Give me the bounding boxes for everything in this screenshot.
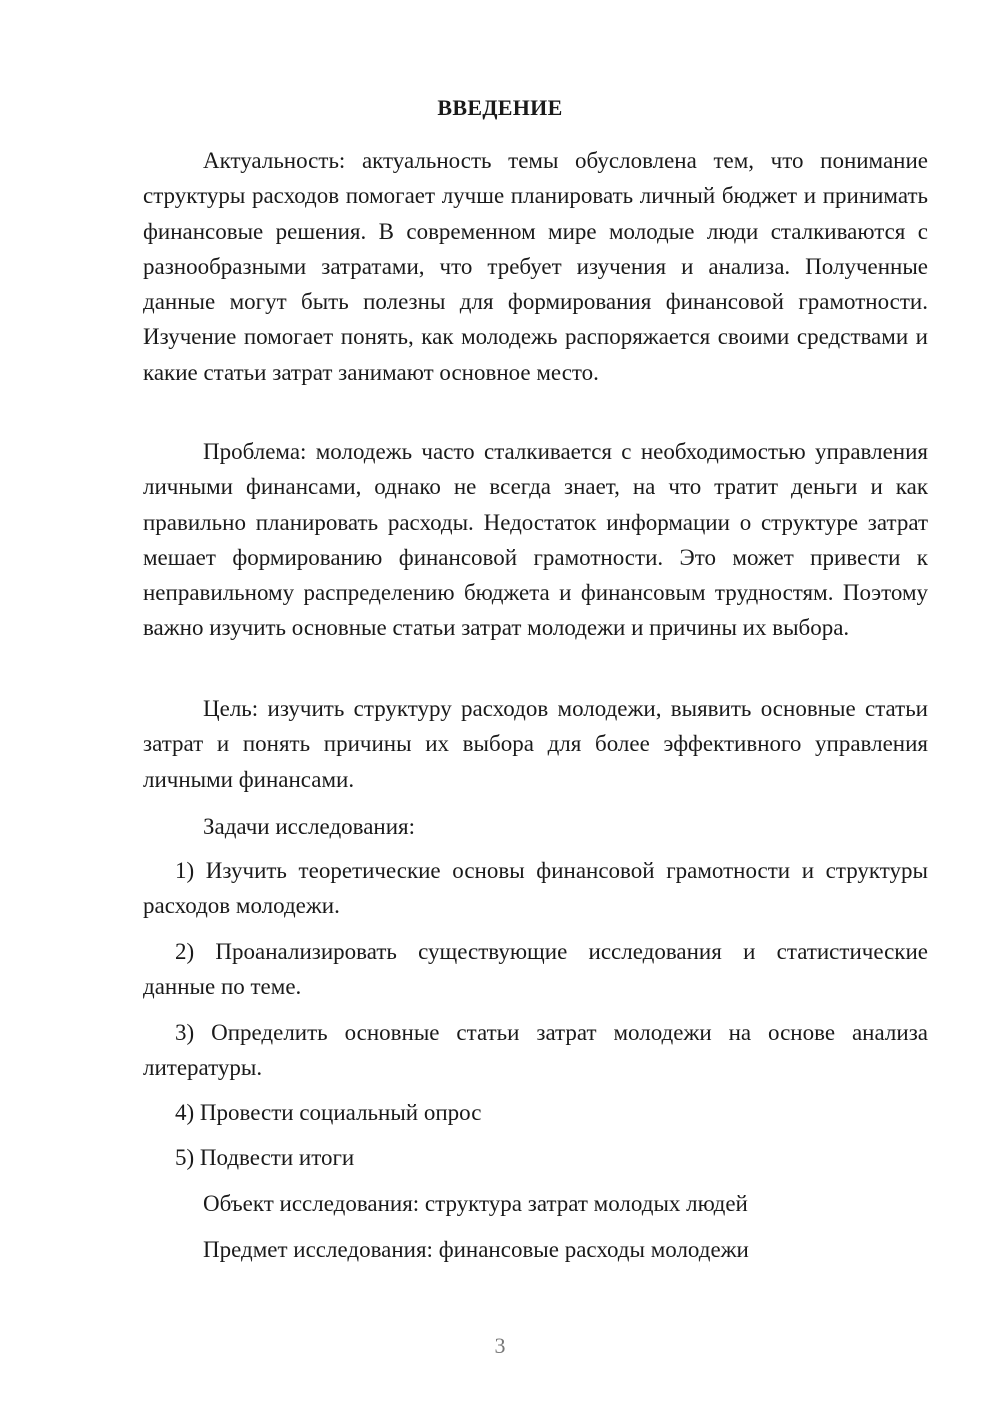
task-item-3: 3) Определить основные статьи затрат молодежи на основе анализа литературы. bbox=[143, 1020, 928, 1081]
task-item-1: 1) Изучить теоретические основы финансовой грамотности и структуры расходов молодежи. bbox=[143, 858, 928, 919]
section-title: ВВЕДЕНИЕ bbox=[437, 95, 563, 120]
task-item-2: 2) Проанализировать существующие исследования и статистические данные по теме. bbox=[143, 939, 928, 1000]
tasks-heading: Задачи исследования: bbox=[203, 814, 416, 839]
research-object: Объект исследования: структура затрат молодых людей bbox=[203, 1191, 748, 1216]
research-subject: Предмет исследования: финансовые расходы молодежи bbox=[203, 1237, 749, 1262]
page-number: 3 bbox=[494, 1333, 506, 1358]
task-item-5: 5) Подвести итоги bbox=[175, 1145, 355, 1170]
task-item-4: 4) Провести социальный опрос bbox=[175, 1100, 482, 1125]
problem-paragraph: Проблема: молодежь часто сталкивается с необходимостью управления личными финансами, однако не всегда знает, на что тратит деньги и как правильно планировать расходы. Недостаток информации о структуре затрат мешает формированию финансовой грамотности. Это может привести к неправильному распределению бюджета и финансовым трудностям. Поэтому важно изучить основные статьи затрат молодежи и причины их выбора. bbox=[143, 439, 928, 641]
goal-paragraph: Цель: изучить структуру расходов молодежи, выявить основные статьи затрат и понять причины их выбора для более эффективного управления личными финансами. bbox=[143, 696, 928, 792]
relevance-paragraph: Актуальность: актуальность темы обусловлена тем, что понимание структуры расходов помогает лучше планировать личный бюджет и принимать финансовые решения. В современном мире молодые люди сталкиваются с разнообразными затратами, что требует изучения и анализа. Полученные данные могут быть полезны для формирования финансовой грамотности. Изучение помогает понять, как молодежь распоряжается своими средствами и какие статьи затрат занимают основное место. bbox=[143, 148, 928, 385]
